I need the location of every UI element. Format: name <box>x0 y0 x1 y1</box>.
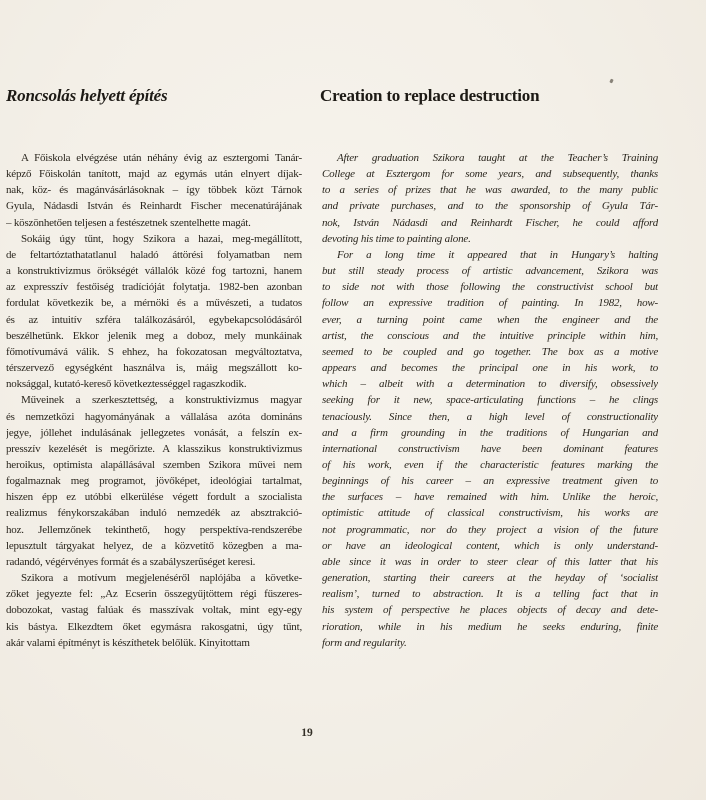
english-heading: Creation to replace destruction <box>320 86 540 105</box>
text-line: főmotívumává válik. S ehhez, ha fokozatosan megváltoztatva, <box>6 345 302 358</box>
text-line: és az intuitív szféra találkozásáról, egybekapcsolódásáról <box>6 313 302 326</box>
text-line: és nemzetközi hagyományának a vállalása azóta domináns <box>6 410 302 423</box>
text-line: seeking for it new, space-articulating functions – he clings <box>322 394 658 407</box>
paragraph <box>6 570 302 651</box>
text-line: nok, István Nádasdi and Reinhardt Fischer, he could afford <box>322 216 658 229</box>
text-line: generation, starting their careers at the heyday of ‘socialist <box>322 572 658 585</box>
english-text-column <box>322 150 658 651</box>
text-line: tenaciously. Since then, a high level of constructionality <box>322 410 658 423</box>
text-line: noksággal, kutató-kereső következtességgel ragaszkodik. <box>6 378 247 391</box>
text-line: After graduation Szikora taught at the Teacher’s Training <box>337 152 658 164</box>
text-line: fogalmaznak meg programot, jövőképet, ideológiai tartalmat, <box>6 475 302 488</box>
text-line: ever, a turning point came when the engineer and the <box>322 313 658 326</box>
text-line: which – albeit with a determination to diversify, obsessively <box>322 378 658 391</box>
text-line: hiszen épp ez utóbbi elkerülése végett fordult a szocialista <box>6 491 302 504</box>
text-line: his system of perspective he places objects of decay and dete- <box>322 604 658 617</box>
text-line: appears and becomes the principal one in his work, to <box>322 362 658 375</box>
paragraph <box>322 247 658 651</box>
text-line: Műveinek a szerkesztettség, a konstruktivizmus magyar <box>21 394 302 407</box>
text-line: and a firm grounding in the traditions of Hungarian and <box>322 426 658 439</box>
text-line: beginnings of his career – an expressive treatment given to <box>322 475 658 488</box>
text-line: devoting his time to painting alone. <box>322 232 471 245</box>
text-line: térszervező egységként használva is, máig megszállott ko- <box>6 362 302 375</box>
text-line: artist, the conscious and the intuitive principle within him, <box>322 329 658 342</box>
text-line: of his work, even if the characteristic features marking the <box>322 458 658 471</box>
text-line: akár valami építményt is készíthetek belőlük. Kinyitottam <box>6 636 250 649</box>
text-line: but still steady process of artistic advancement, Szikora was <box>322 265 658 278</box>
text-line: able since it was in order to steer clear of this latter that his <box>322 555 658 568</box>
text-line: jegye, jóllehet indulásának jellegzetes vonását, a felszín ex- <box>6 426 302 439</box>
text-line: College at Esztergom for some years, and subsequently, thanks <box>322 168 658 181</box>
text-line: az expresszív festőiség tradícióját folytatja. 1982-ben azonban <box>6 281 302 294</box>
text-line: to a series of prizes that he was awarded, to the many public <box>322 184 658 197</box>
paragraph <box>6 231 302 393</box>
text-line: zőket jegyezte fel: „Az Ecserin összegyűjtöttem régi fűszeres- <box>6 588 302 601</box>
text-line: dobozokat, vastag falúak és masszívak voltak, mint egy-egy <box>6 604 302 617</box>
text-line: fordulat következik be, a mérnöki és a művészeti, a tudatos <box>6 297 302 310</box>
text-line: Gyula, Nádasdi István és Reinhardt Fischer mecenatúrájának <box>6 200 302 213</box>
text-line: follow an expressive tradition of painting. In 1982, how- <box>322 297 658 310</box>
text-line: not programmatic, nor do they project a vision of the future <box>322 523 658 536</box>
hungarian-text-column <box>6 150 302 651</box>
text-line: heroikus, optimista alapállásával szemben Szikora művei nem <box>6 458 302 471</box>
text-line: presszív kezelését is megőrizte. A klasszikus konstruktivizmus <box>6 442 302 455</box>
text-line: lepusztult tárgyakat helyez, de a közvetítő közegben a ma- <box>6 539 302 552</box>
text-line: kis bástya. Elkezdtem őket egymásra rakosgatni, úgy tűnt, <box>6 620 302 633</box>
text-line: rioration, while in his medium he seeks enduring, finite <box>322 620 658 633</box>
text-line: optimistic attitude of classical constructivism, his works are <box>322 507 658 520</box>
paragraph <box>6 150 302 231</box>
text-line: form and regularity. <box>322 636 407 649</box>
text-line: seemed to be coupled and go together. The box as a motive <box>322 345 658 358</box>
text-line: beszélhetünk. Ekkor jelenik meg a doboz, mely munkáinak <box>6 329 302 342</box>
text-line: A Főiskola elvégzése után néhány évig az esztergomi Tanár- <box>21 152 302 164</box>
text-line: For a long time it appeared that in Hungary’s halting <box>337 248 658 261</box>
text-line: Szikora a motívum megjelenéséről naplójába a követke- <box>21 572 302 585</box>
text-line: radandó, végérvényes formát és a szabályszerűséget keresi. <box>6 555 256 568</box>
hungarian-heading: Roncsolás helyett építés <box>6 86 168 105</box>
text-line: realism’, turned to abstraction. It is a telling fact that in <box>322 588 658 601</box>
text-line: a konstruktivizmus örökségét vállalók közé fog tartozni, hanem <box>6 265 302 278</box>
text-line: képző Főiskolán tanított, majd az egymás után elnyert díjak- <box>6 168 302 181</box>
text-line: the surfaces – have remained with him. Unlike the heroic, <box>322 491 658 504</box>
text-line: de feltartóztathatatlanul haladó áttörési folyamatban nem <box>6 248 302 261</box>
page-number: 19 <box>301 727 313 739</box>
text-line: nak, köz- és magánvásárlásoknak – így többek közt Tárnok <box>6 184 302 197</box>
paragraph <box>6 392 302 570</box>
text-line: – köszönhetően teljesen a festészetnek szentelhette magát. <box>6 216 251 229</box>
text-line: and private purchases, and to the sponsorship of Gyula Tár- <box>322 200 658 213</box>
scan-speck <box>609 79 613 84</box>
paragraph <box>322 150 658 247</box>
text-line: international constructivism have been dominant features <box>322 442 658 455</box>
text-line: to side not with those following the constructivist school but <box>322 281 658 294</box>
text-line: or have an ideological content, which is only understand- <box>322 539 658 552</box>
text-line: Sokáig úgy tűnt, hogy Szikora a hazai, meg-megállított, <box>21 232 302 245</box>
text-line: hoz. Jellemzőnek tekinthető, hogy perspektíva-rendszerébe <box>6 523 302 536</box>
text-line: realizmus fénykorszakában induló nemzedék az absztrakció- <box>6 507 302 520</box>
